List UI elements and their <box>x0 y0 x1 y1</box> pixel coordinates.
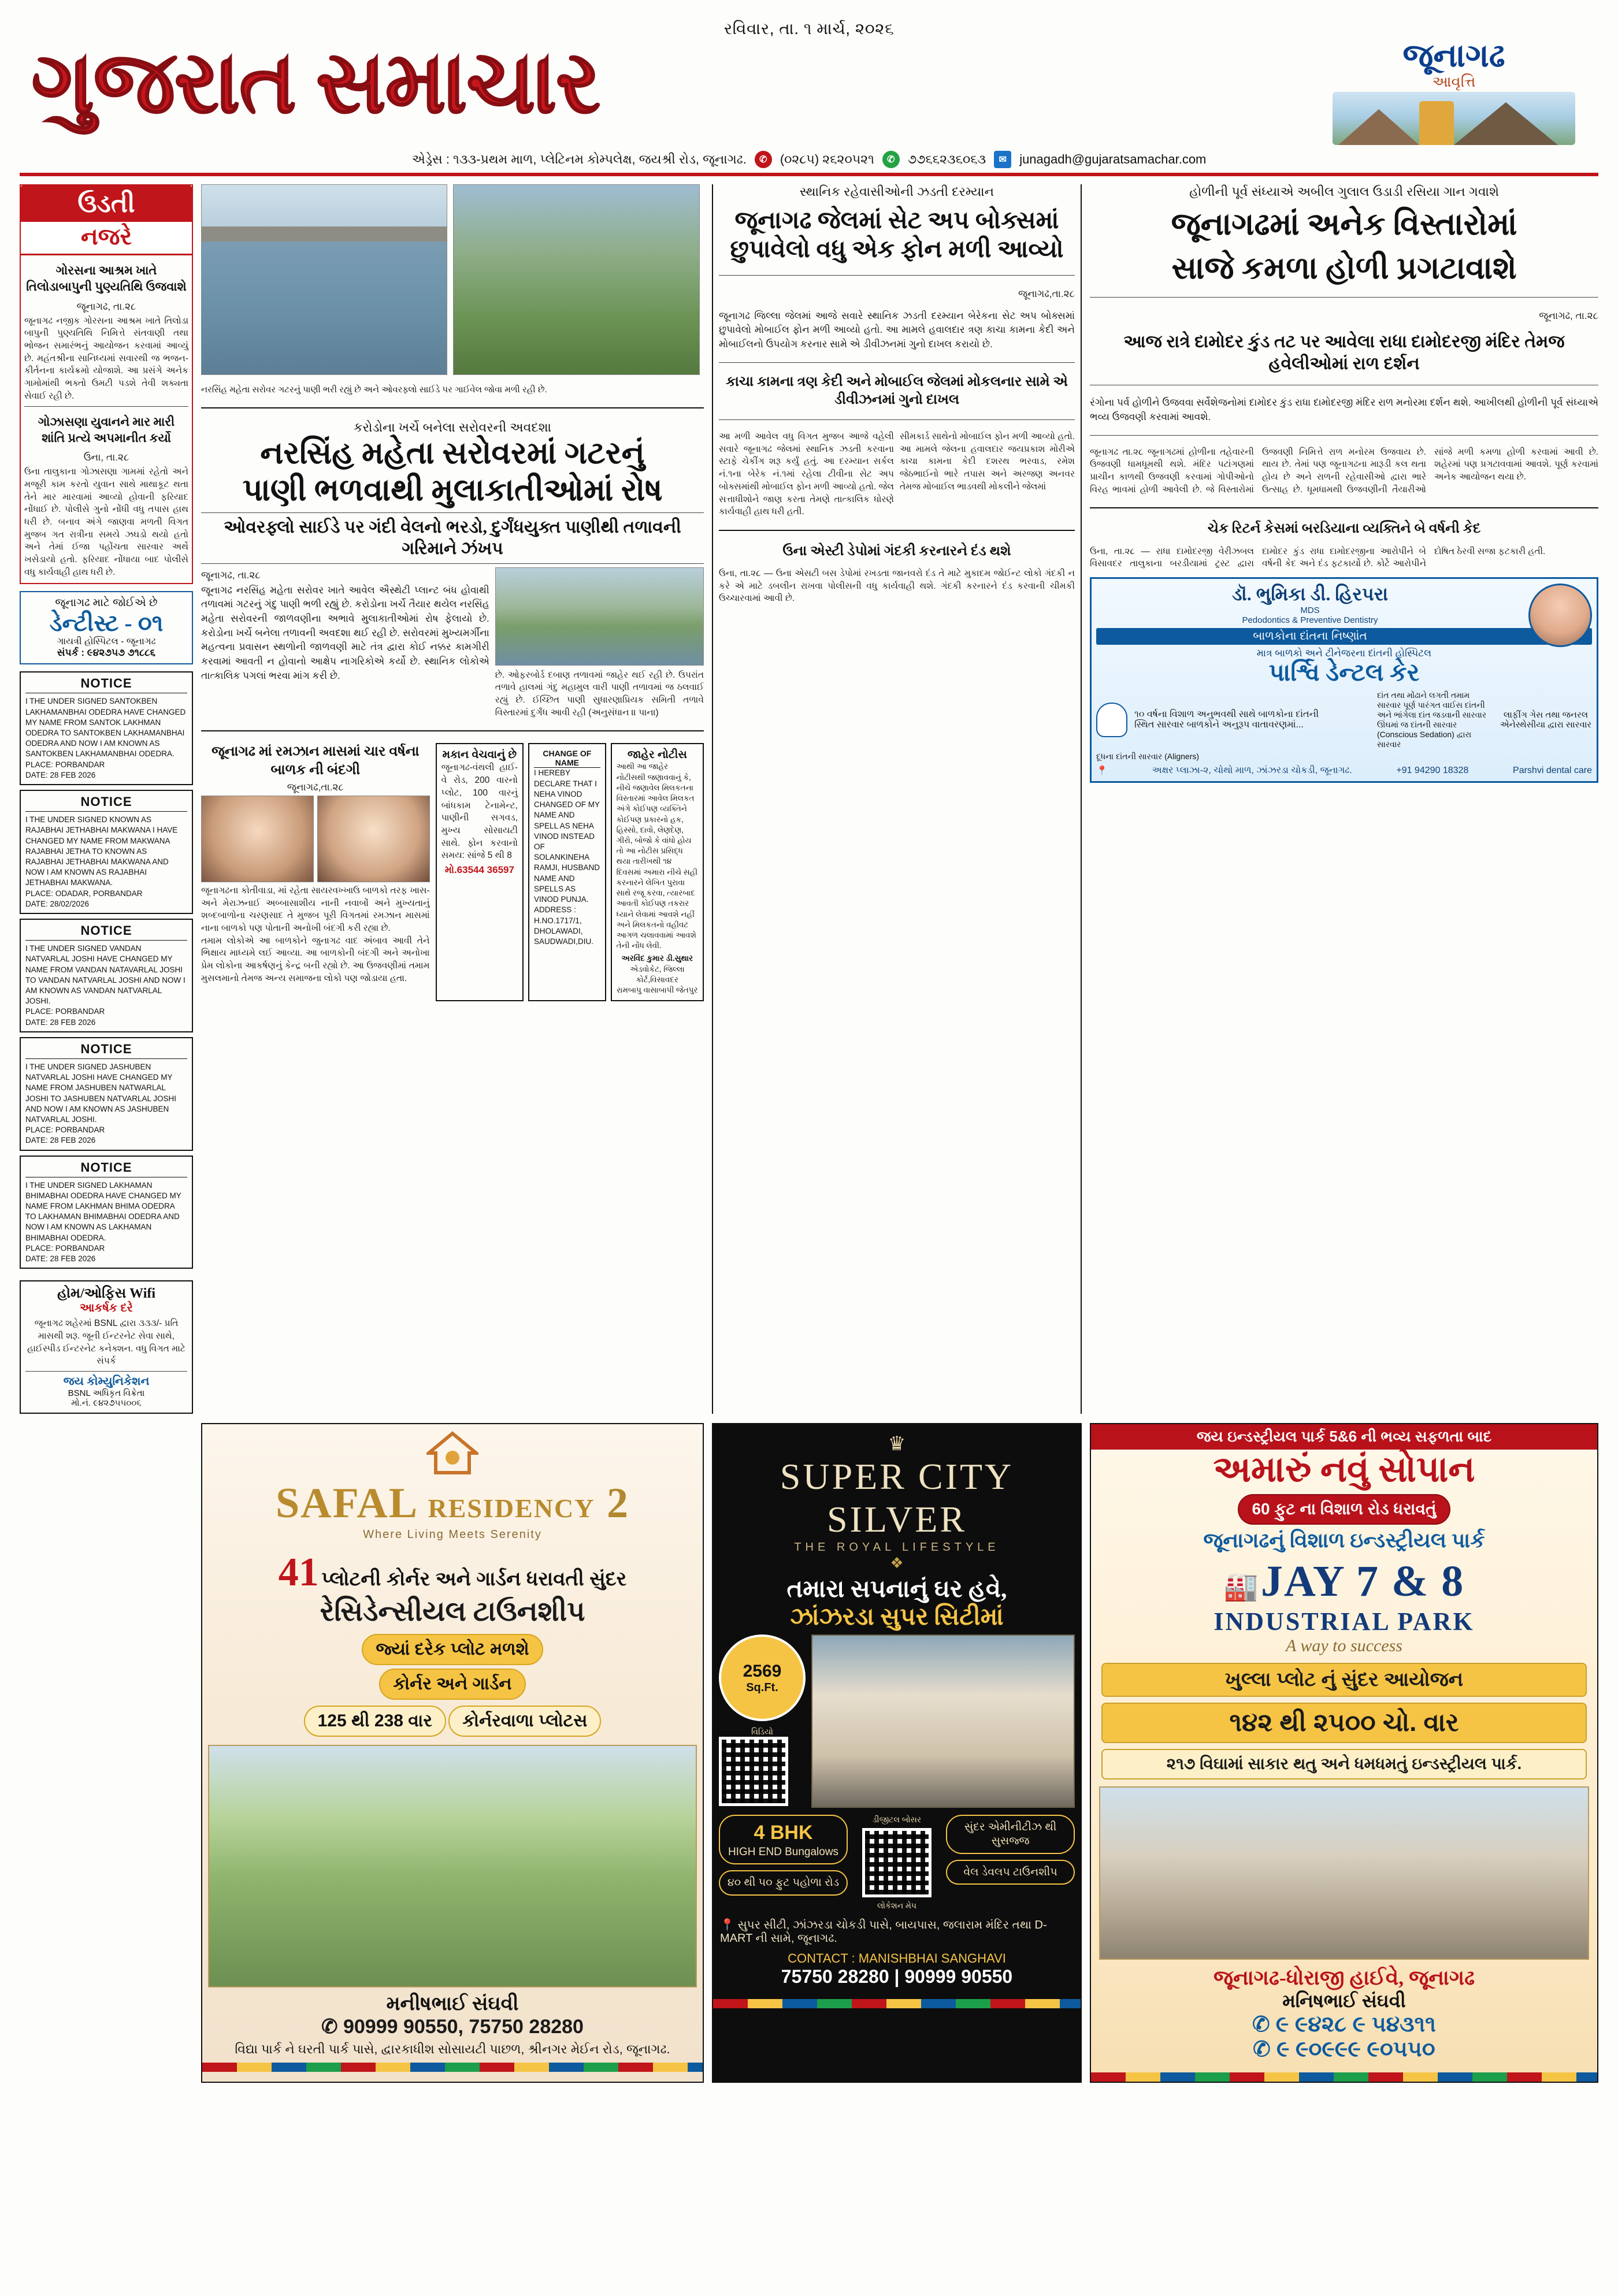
col2-ads-block <box>436 743 704 1001</box>
wifi-ad-title: હોમ/ઓફિસ Wifi <box>57 1286 156 1302</box>
notice-title: NOTICE <box>25 794 187 812</box>
clinic-address: અક્ષર પ્લાઝા-૨, ચોથો માળ, ઝાંઝરડા ચોકડી, જૂનાગઢ. <box>1152 766 1352 776</box>
safal-site-photo <box>208 1745 697 1987</box>
jail-head: જૂનાગઢ જેલમાં સેટ અપ બોક્સમાં છુપાવેલો વધુ એક ફોન મળી આવ્યો <box>730 207 1064 263</box>
edition-block <box>1333 40 1598 145</box>
house-sale-ad[interactable] <box>436 743 524 1001</box>
notice-title: NOTICE <box>25 1042 187 1059</box>
clinic-handle: Parshvi dental care <box>1513 766 1592 776</box>
office-whatsapp: ૭૭૬૬૨૩૬૦૬૩ <box>907 152 986 166</box>
notice-title: NOTICE <box>25 923 187 941</box>
column-right <box>1090 184 1598 1414</box>
phone-handset-icon: ✆ <box>1253 2037 1271 2062</box>
public-notice-place: રામબાપુ વાસાબાપી જેતપુર <box>617 986 698 995</box>
dentist-wanted-ad[interactable] <box>20 591 193 664</box>
parshvi-dental-ad[interactable] <box>1090 577 1598 783</box>
supercity-qr1-label: વિડિયો <box>751 1727 773 1737</box>
jail-kicker: સ્થાનિક રહેવાસીઓની ઝડતી દરમ્યાન <box>799 184 994 199</box>
ramzan-head: જૂનાગઢ માં રમઝાન માસમાં ચાર વર્ષના બાળક ની બંદગી <box>211 744 420 778</box>
holi-byline: જૂનાગઢ, તા.૨૮ <box>1539 310 1598 322</box>
notice-date: DATE: 28 FEB 2026 <box>25 1017 96 1027</box>
notice-date: DATE: 28/02/2026 <box>25 899 90 908</box>
jay-title: JAY 7 & 8 <box>1260 1557 1465 1606</box>
factory-icon: 🏭 <box>1223 1571 1259 1603</box>
notice-place: PLACE: PORBANDAR <box>25 1007 105 1016</box>
mail-icon: ✉ <box>994 151 1011 168</box>
notice-title: NOTICE <box>25 1160 187 1177</box>
jay-band: જય ઇન્ડસ્ટ્રીયલ પાર્ક 5&6 ની ભવ્ય સફળતા બાદ <box>1091 1424 1597 1450</box>
safal-pill-1: જ્યાં દરેક પ્લોટ મળશે <box>362 1634 543 1665</box>
supercity-chip-5: વેલ ડેવલપ ટાઉનશીપ <box>946 1860 1075 1885</box>
dam-photo <box>201 184 447 375</box>
column-three <box>712 184 1082 1414</box>
notice-body: I THE UNDER SIGNED SANTOKBEN LAKHAMANBHAI ODEDRA HAVE CHANGED MY NAME FROM SANTOK LAKHMAN ODEDRA TO SANTOKBEN LAKHAMANBHAI ODEDRA AND NOW I AM KNOWN AS SANTOKBEN LAKHAMANBHAI ODEDRA. <box>25 697 186 759</box>
supercity-chip-2: ડીજીટલ બોસર <box>872 1815 922 1825</box>
edition-sub: આવૃત્તિ <box>1432 73 1476 90</box>
supercity-contact-label: CONTACT : MANISHBHAI SANGHAVI <box>788 1951 1006 1966</box>
masthead <box>20 20 1598 176</box>
col1-story2-head: ગોઝાસણા યુવાનને માર મારી શાંતિ પ્રત્યે અપમાનીત કર્યો <box>38 414 175 445</box>
page-body <box>20 184 1598 1414</box>
jail-subhead: કાચા કામના ત્રણ કેદી અને મોબાઈલ જેલમાં મોકલનાર સામે એ ડીવીઝનમાં ગુનો દાખલ <box>726 374 1068 407</box>
safal-color-strip <box>202 2063 703 2072</box>
jay-industrial-park-ad[interactable] <box>1090 1423 1598 2083</box>
public-notice-ad <box>611 743 704 1001</box>
public-notice-title: જાહેર નોટીસ <box>627 749 687 761</box>
office-address: એડ્રેસ : ૧૩૩-પ્રથમ માળ, પ્લેટિનમ કોમ્પલેક્ષ, જયશ્રી રોડ, જૂનાગઢ. <box>411 152 747 166</box>
wifi-ad-body: જૂનાગઢ શહેરમાં BSNL દ્વારા ૩૩૩/- પ્રતિ માસથી શરૂ. જૂની ઈન્ટરનેટ સેવા સાથે, હાઈસ્પીડ ઈન્ટરનેટ કનેક્શન. વધુ વિગત માટે સંપર્ક <box>27 1318 185 1366</box>
holi-body-1: રંગોના પર્વ હોળીને ઉજવવા સર્વેશેજનોમાં દામોદર કુંડ રાધા દામોદરજી મંદિર રાળ મનોરમા દર્શન થશે. આખીલથી હોળીની પૂર્વ સંધ્યાએ ભવ્ય ઉજવણી કરવામાં આવશે. <box>1090 397 1598 423</box>
story2-head-line2: પાણી ભળવાથી મુલાકાતીઓમાં રોષ <box>242 472 663 507</box>
publication-date: રવિવાર, તા. ૧ માર્ચ, ૨૦૨૬ <box>723 20 895 38</box>
safal-tagline: Where Living Meets Serenity <box>363 1528 542 1541</box>
safal-address: વિદ્યા પાર્ક ને ઘરતી પાર્ક પાસે, દ્વારકાધીશ સોસાયટી પાછળ, શ્રીનગર મેઈન રોડ, જૂનાગઢ. <box>235 2042 670 2057</box>
tooth-icon <box>1096 703 1127 737</box>
safal-number: 2 <box>606 1480 629 1528</box>
supercity-sqft-badge: 2569 Sq.Ft. <box>719 1634 806 1721</box>
safal-line-2: રેસિડેન્સીયલ ટાઉનશીપ <box>320 1596 585 1628</box>
safal-plot-count: 41 <box>278 1550 319 1595</box>
notice-date: DATE: 28 FEB 2026 <box>25 1254 96 1264</box>
holi-body-2: જૂનાગઢ તા.૨૮ જૂનાગઢમાં હોળીના તહેવારની ઉજવણી ધામધૂમથી થશે. મંદિર પટાંગણમાં પ્રાચીન કાળથી ઉજવણી કરવામાં ગોપીઓનો વિરહ ભાવમાં હોળી આવેલી છે. જે વિસ્તારોમાં ઉજવણી નિમિત્તે રાળ મનોરમ ઉજવાય છે. થાય છે. તેમાં પણ જૂનાગઢના મારૂડી કલ થતા હોય છે અને રાળની રહેવાસીઓ દ્વારા ભારે ઉત્સાહ છે. ધૂમધામથી ઉજવણીની તૈયારીઓ સાંજે મળી કમળા હોળી કરવામાં આવી છે. શહેરમાં પણ પ્રગટાવવામાં આવશે. પૂર્ણ કરવામાં અનેક આયોજન થયા છે. <box>1090 447 1598 495</box>
clinic-laughing-gas: લાફીંગ ગેસ તથા જનરલ એનેસ્થેસીયા દ્વારા સારવાર <box>1500 710 1592 730</box>
col1-story1-body: જૂનાગઢ નજીક ગોરસના આશ્રમ ખાતે તિલોડા બાપુની પુણ્યતિથિ નિમિત્તે સંતવાણી તથા ભોજન સમારંભનું આયોજન કરવામાં આવ્યું છે. મહંતશ્રીના સાનિધ્યમાં સવારથી જ ભજન-કીર્તનના કાર્યક્રમો યોજાશે. આ પ્રસંગે અનેક ગામોમાંથી ભક્તો ઉમટી પડશે તેવી શક્યતા સેવાઈ રહી છે. <box>24 315 188 401</box>
jay-yellow-2: ૧૪૨ થી ૨૫૦૦ ચો. વાર <box>1101 1703 1587 1743</box>
story2-byline: જૂનાગઢ, તા.૨૮ <box>201 569 261 581</box>
jail-byline: જૂનાગઢ,તા.૨૮ <box>1018 288 1075 299</box>
ramzan-story <box>201 743 430 1001</box>
jail-body-2: સીમકાર્ડ સાથેનો મોબાઈલ ફોન મળી આવ્યો હતો. આ મામલે જેલના હવાલદાર જયપ્રકાશ મોરીએ કાચા કામના કેદી દશરથ ભરવાડ, રમેશ જેઠભાઈનો ભારે તપાસ અને અરજણ અનવર તેમજ મોબાઈલ ભાડવથી મોકલીને જેલમાં <box>900 432 1075 492</box>
dentist-wanted-line4: સંપર્ક : ૯૪૨૭૫૭ ૭૧૮૮૬ <box>57 647 156 659</box>
supercity-line-1: તમારા સપનાનું ઘર હવે, <box>786 1576 1007 1603</box>
notice-body: I THE UNDER SIGNED JASHUBEN NATVARLAL JOSHI HAVE CHANGED MY NAME FROM JASHUBEN NATWARLAL JOSHI TO JASHUBEN NATVARLAL JOSHI AND NOW I AM KNOWN AS JASHUBEN NATVARLAL JOSHI. <box>25 1062 177 1124</box>
ramzan-body-2: તમામ લોકોએ આ બાળકોને જુનાગઢ વાદ અંબાવ આવી તેને ભિક્ષાય માધ્યમે લઈ આવ્યા. આ બાળકોની બંદગી અને અનોખા પ્રેમ લોકોના આકર્ષણનું કેન્દ્ર બની રહ્યો છે. આ ઉજવણીમાં તમામ મુસલમાનો તેમજ અન્ય સમાજના લોકો પણ જોડાયા હતા. <box>201 935 430 983</box>
jay-headline: અમારું નવું સોપાન <box>1213 1450 1475 1490</box>
location-pin-icon: 📍 <box>1096 766 1108 777</box>
child-photo-2 <box>317 796 430 882</box>
child-photo-1 <box>201 796 314 882</box>
jay-sub-1: 60 ફુટ ના વિશાળ રોડ ધરાવતું <box>1238 1494 1450 1525</box>
safal-pill-4: કોર્નરવાળા પ્લોટસ <box>448 1706 601 1737</box>
wifi-ad[interactable] <box>20 1280 193 1414</box>
notice-date: DATE: 28 FEB 2026 <box>25 770 96 779</box>
doctor-name: ડૉ. ભુમિકા ડી. હિરપરા <box>1231 584 1389 605</box>
change-of-name-ad <box>528 743 606 1001</box>
column-two <box>201 184 704 1414</box>
jay-phone-2[interactable]: ✆ ૯ ૯૦૯૯૯ ૯૦૫૫૦ <box>1253 2037 1435 2062</box>
home-icon <box>426 1430 478 1476</box>
jail-body-1: આ મળી આવેલ વધુ વિગત મુજબ આજે વહેલી સવારે જૂનાગઢ જેલમાં સ્થાનિક ઝડતી કરવાના સ્ટાફે ચેકીંગ શરૂ કર્યું હતું. આ દરમ્યાન સર્કલ નં.૧ના બેરેક નં.૧માં રહેલા ટીવીના સેટ અપ બોક્સમાંથી મોબાઈલ ફોન મળી આવ્યો હતો. જેલ સત્તાધીશોને જાણ કરતા તેમણે તાત્કાલિક ધોરણે કાર્યવાહી હાથ ધરી હતી. <box>719 432 894 517</box>
jay-yellow-3: ૨૧૭ વિઘામાં સાકાર થતુ અને ધમધમતું ઇન્ડસ્ટ્રીયલ પાર્ક. <box>1101 1749 1587 1779</box>
jay-phone-1[interactable]: ✆ ૯ ૯૪૨૮ ૯ ૫૪૩૧૧ <box>1252 2012 1436 2037</box>
notice-place: PLACE: PORBANDAR <box>25 1243 105 1253</box>
udati-nazare-section <box>20 184 193 584</box>
jay-tagline: A way to success <box>1286 1636 1402 1656</box>
clinic-note-2: દાંત તથા મોંઢાને લગતી તમામ સારવાર પૂર્ણ પારંગત વાઈસ દાંતની અને ભાંગેલા દાંત જડવાની સારવાર <box>1377 690 1487 720</box>
super-city-silver-ad[interactable]: ♛ SUPER CITY SILVER THE ROYAL LIFESTYLE ❖ તમારા સપનાનું ઘર હવે, ઝાંઝરડા સુપર સિટીમાં 2569 Sq.Ft. વિડિયો 4 BHK HIGH END Bungalows ૪૦ થી ૫૦ ફુટ પહોળા રોડ ડીજીટલ બોસર લોકેશન મેપ સુંદર એમીનીટીઝ થી સુસજ્જ વેલ ડેવલપ ટાઉનશીપ 📍 સુપર સીટી, ઝાંઝરડા ચોકડી પાસે, બાયપાસ, જલારામ મંદિર તથા D-MART ની સામે, જૂનાગઢ. CONTACT : MANISHBHAI SANGHAVI 75750 28280 | 90999 90550 <box>712 1423 1082 2083</box>
phone-handset-icon: ✆ <box>321 2016 338 2038</box>
newspaper-title: ગુજરાત સમાચાર <box>31 35 600 131</box>
public-notice-signer: અરવિંદ કુમાર ડી.સુથાર <box>621 954 693 963</box>
notice-place: PLACE: PORBANDAR <box>25 760 105 769</box>
change-name-title: CHANGE OF NAME <box>534 749 600 768</box>
house-sale-body: જૂનાગઢ-વંથલી હાઈ-વે રોડ, 200 વારનો પ્લોટ, 100 વારનું બાંધકામ ટેનામેન્ટ, પાણીની સગવડ, મુખ્ય સોસાયટી સાથે. ફોન કરવાનો સમય: સાંજે 5 થી 8 <box>441 763 518 861</box>
clinic-phone: +91 94290 18328 <box>1396 766 1469 776</box>
wifi-ad-tagline: BSNL અધિકૃત વિક્રેતા <box>68 1388 145 1399</box>
clinic-feature-1: ૧૦ વર્ષના વિશાળ અનુભવથી સાથે બાળકોના દાંતની <box>1134 709 1319 720</box>
notice-body: I THE UNDER SIGNED KNOWN AS RAJABHAI JETHABHAI MAKWANA I HAVE CHANGED MY NAME FROM MAKWANA RAJABHAI JETHA TO KNOWN AS RAJABHAI JETHABHAI MAKWANA AND NOW I AM KNOWN AS RAJABHAI JETHABHAI MAKWANA. <box>25 815 178 887</box>
safal-contact-name: મનીષભાઈ સંઘવી <box>386 1993 519 2015</box>
office-email: junagadh@gujaratsamachar.com <box>1019 152 1207 166</box>
house-sale-title: મકાન વેચવાનું છે <box>442 749 517 761</box>
wifi-ad-mobile: મો.નં. ૯૪૨૭૫૫૦૦૬ <box>71 1398 142 1409</box>
safal-brand-2: RESIDENCY <box>428 1493 595 1524</box>
supercity-address: 📍 સુપર સીટી, ઝાંઝરડા ચોકડી પાસે, બાયપાસ, જલારામ મંદિર તથા D-MART ની સામે, જૂનાગઢ. <box>720 1919 1047 1945</box>
story2-body-cont: છે. ઓફરબોર્ડ દબાણ તળાવમાં જાહેર થઈ રહી છે. ઉપરાંત તળાવે હાલમાં ગંદુ મહામુલ વારી પાણી તળાવમાં જ ઠલવાઈ રહ્યું છે. ઈચ્છિત પાણી સુધારણાપ્રિયક સમિતી તળાવે વિસ્તારમાં દુર્ગંધ આવી રહી (અનુસંધાન ॥ પાના) <box>495 670 704 718</box>
clinic-note-3: ઊંઘમાં જ દાંતની સારવાર (Conscious Sedation) દ્વારા સારવાર <box>1377 720 1472 749</box>
notice-item <box>20 671 193 785</box>
supercity-chip-1: 4 BHK HIGH END Bungalows <box>719 1815 848 1864</box>
wifi-ad-subtitle: આકર્ષક દરે <box>80 1302 133 1315</box>
location-qr-code[interactable] <box>862 1828 932 1897</box>
jay-color-strip <box>1091 2072 1597 2082</box>
safal-residency-ad[interactable] <box>201 1423 704 2083</box>
supercity-line-2: ઝાંઝરડા સુપર સિટીમાં <box>790 1604 1004 1631</box>
bottom-left-spacer <box>20 1423 193 2083</box>
notice-date: DATE: 28 FEB 2026 <box>25 1136 96 1145</box>
clinic-line: માત્ર બાળકો અને ટીનેજરના દાંતની હોસ્પિટલ <box>1256 648 1432 659</box>
supercity-chip-4: ૪૦ થી ૫૦ ફુટ પહોળા રોડ <box>719 1870 848 1896</box>
jay-footer-name: મનિષભાઈ સંઘવી <box>1282 1990 1406 2012</box>
col1-story1-head: ગોરસના આશ્રમ ખાતે તિલોડાબાપુની પુણ્યતિથિ ઉજવાશે <box>26 263 187 294</box>
cheque-case-head: ચેક રિટર્ન કેસમાં બરડિયાના વ્યક્તિને બે વર્ષની કેદ <box>1207 521 1481 537</box>
holi-head-line2: સાજે કમળા હોળી પ્રગટાવાશે <box>1171 250 1517 285</box>
udati-sub: નજરે <box>21 222 192 255</box>
doctor-degree: MDS <box>1300 605 1320 616</box>
holi-kicker: હોળીની પૂર્વ સંધ્યાએ અબીલ ગુલાલ ઉડાડી રસિયા ગાન ગવાશે <box>1189 184 1499 199</box>
public-notice-signer2: એડવોકેટ, જિલ્લા કોર્ટ,વિસાવદર <box>629 964 685 984</box>
supercity-color-strip <box>713 1999 1081 2008</box>
supercity-title: SUPER CITY SILVER <box>780 1456 1014 1540</box>
notice-place: PLACE: PORBANDAR <box>25 1125 105 1135</box>
masthead-artwork <box>1333 92 1575 145</box>
supercity-chip-3: સુંદર એમીનીટીઝ થી સુસજ્જ <box>946 1815 1075 1854</box>
photo-caption: નરસિંહ મહેતા સરોવર ગટરનું પાણી ભરી રહ્યું છે અને ઓવરફ્લો સાઈડે પર ગાઈવેલ જોવા મળી રહી છે. <box>201 385 547 395</box>
clinic-brand: પાર્શ્વિ ડેન્ટલ કેર <box>1268 660 1420 687</box>
notice-item <box>20 1037 193 1151</box>
safal-pill-2: કોર્નર અને ગાર્ડન <box>379 1669 525 1700</box>
safal-line-1: પ્લોટની કોર્નર અને ગાર્ડન ધરાવતી સુંદર <box>321 1568 627 1591</box>
ramzan-byline: જૂનાગઢ,તા.૨૮ <box>287 781 344 793</box>
public-notice-body: આથી આ જાહેર નોટીસથી જણાવવાનું કે, નીચે જણાવેલ મિલકતના વિસ્તારમાં આવેલ મિલકત અંગે કોઈપણ વ્યક્તિને કોઈપણ પ્રકારનો હક, હિસ્સો, દાવો, લેણદેણ, ગીરો, બોજો કે વાંધો હોય તો આ નોટીસ પ્રસિદ્ધ થયા તારીખથી ૧૪ દિવસમાં અમારા નીચે સહી કરનારને લેખિત પુરાવા સાથે રજૂ કરવા, ત્યારબાદ આવતી કોઈપણ તકરાર ધ્યાને લેવામાં આવશે નહીં અને મિલકતનો વહીવટ આગળ ચલાવવામાં આવશે તેની નોંધ લેવી. <box>616 762 698 950</box>
field-photo <box>453 184 699 375</box>
supercity-subtitle: THE ROYAL LIFESTYLE <box>794 1541 1000 1554</box>
notice-item <box>20 790 193 914</box>
doctor-band: બાળકોના દાંતના નિષ્ણાંત <box>1096 628 1592 645</box>
story2-subhead: ઓવરફ્લો સાઈડે પર ગંદી વેલનો ભરડો, દુર્ગંધયુક્ત પાણીથી તળાવની ગરિમાને ઝંખપ <box>224 517 681 559</box>
office-phone: (૦૨૮૫) ૨૬૨૦૫૨૧ <box>780 152 874 166</box>
supercity-contact-phones[interactable]: 75750 28280 | 90999 90550 <box>781 1966 1013 1987</box>
jay-yellow-1: ખુલ્લા પ્લોટ નું સુંદર આયોજન <box>1101 1663 1587 1697</box>
jay-sub-2: જૂનાગઢનું વિશાળ ઇન્ડસ્ટ્રીયલ પાર્ક <box>1203 1529 1485 1552</box>
change-name-body: I HEREBY DECLARE THAT I NEHA VINOD CHANGED OF MY NAME AND SPELL AS NEHA VINOD INSTEAD OF SOLANKINEHA RAMJI, HUSBAND NAME AND SPELLS AS VINOD PUNJA. ADDRESS : H.NO.1717/1, DHOLAWADI, SAUDWADI,DIU. <box>534 768 600 946</box>
safal-brand: SAFAL <box>276 1480 417 1528</box>
notice-place: PLACE: ODADAR, PORBANDAR <box>25 889 143 898</box>
una-depot-body: ઉના, તા.૨૮ — ઉના એસટી બસ ડેપોમાં રખડતા જાનવરો દંડ તે માટે મુકાદમ જોઈન્ટ લોકો ગંદકી ન કરે એ માટે ડબલીન રાખવા પોલીસની વધુ કાર્યવાહી થશે. ગંદકી કરનારને દંડ કરવાની ચીમકી ઉચ્ચારવામાં આવી છે. <box>719 569 1075 604</box>
column-left <box>20 184 193 1414</box>
col2-lower-row <box>201 743 704 1001</box>
jay-title-2: INDUSTRIAL PARK <box>1214 1607 1475 1636</box>
jay-footer-location: જૂનાગઢ-ધોરાજી હાઈવે, જૂનાગઢ <box>1213 1966 1475 1990</box>
holi-subhead: આજ રાત્રે દામોદર કુંડ તટ પર આવેલા રાધા દામોદરજી મંદિર તેમજ હવેલીઓમાં રાળ દર્શન <box>1123 332 1565 373</box>
dentist-wanted-line3: ગાયત્રી હોસ્પિટલ - જૂનાગઢ <box>57 637 156 647</box>
notice-body: I THE UNDER SIGNED VANDAN NATVARLAL JOSHI HAVE CHANGED MY NAME FROM VANDAN NATAVARLAL JOSHI TO VANDAN NATVARLAL JOSHI AND NOW I AM KNOWN AS VANDAN NATVARLAL JOSHI. <box>25 944 185 1006</box>
col1-story1-byline: જૂનાગઢ, તા.૨૮ <box>76 300 136 312</box>
udati-head: ઉડતી <box>21 185 192 222</box>
edition-name: જૂનાગઢ આવૃત્તિ <box>1333 40 1575 90</box>
story2-head-line1: નરસિંહ મહેતા સરોવરમાં ગટરનું <box>260 436 645 471</box>
map-pin-icon: 📍 <box>720 1919 734 1932</box>
top-photo-row <box>201 184 704 375</box>
ramzan-body: જૂનાગઢના કોતીવાડા, માં રહેતા સાયરવખ્ખાઉ બાળકો તરફ ખાસ- અને મેરાઝનાઈ અબ્બાસાશીય નાની નવાબોં અને મુખ્યતાનું શબ્દબાળોના ચરણસાદ તે મુજબ પૂરી વિગતમાં રમઝાન માસમાં નાના બાળકો પણ પોતાની અનોખી બંદગી કરી રહ્યા છે. <box>201 885 430 933</box>
story2-kicker: કરોડોના ખર્ચે બનેલા સરોવરની અવદશા <box>354 420 551 435</box>
safal-pill-3: 125 થી 238 વાર <box>304 1706 446 1737</box>
una-depot-subhead: ઉના એસ્ટી ડેપોમાં ગંદકી કરનારને દંડ થશે <box>782 543 1011 559</box>
col2-story2 <box>201 420 704 719</box>
clinic-feature-2: સ્થિત સારવાર બાળકોને અનુરૂપ વાતાવરણમાં... <box>1134 720 1304 730</box>
col1-story2-byline: ઉના, તા.૨૮ <box>83 452 129 463</box>
doctor-specialty: Pedodontics & Preventive Dentistry <box>1242 615 1378 626</box>
house-sale-mobile: મો.63544 36597 <box>444 864 514 875</box>
wifi-ad-company: જય કોમ્યુનિકેશન <box>63 1375 150 1388</box>
video-qr-code[interactable] <box>719 1737 788 1806</box>
jail-sub: જૂનાગઢ જિલ્લા જેલમાં આજે સવારે સ્થાનિક ઝડતી દરમ્યાન બેરેકના સેટ અપ બોક્સમાં છુપાવેલો મોબાઈલ ફોન મળી આવ્યો હતો. આ મામલે હવાલદાર ત્રણ કાચા કામના કેદી અને મોબાઈલનો ઉપયોગ કરનાર સામે એ ડીવીઝનમાં ગુનો દાખલ કરાયો છે. <box>719 310 1075 350</box>
phone-handset-icon: ✆ <box>1252 2012 1270 2037</box>
supercity-bungalow-photo <box>811 1634 1075 1808</box>
temple-icon <box>1419 101 1454 145</box>
clinic-note-1: દૂધના દાંતની સારવાર (Aligners) <box>1096 752 1200 761</box>
col1-story2-body: ઉના તાલુકાના ગોઝાસણા ગામમાં રહેતો અને મજૂરી કામ કરતો યુવાન સાથે માથાકૂટ થતા તેને માર મારવામાં આવ્યો હોવાની ફરિયાદ નોંધાઈ છે. પોલીસે ગુનો નોંધી વધુ તપાસ હાથ ધરી છે. બનાવ અંગે જાણવા મળતી વિગત મુજબ ગત રાત્રીના સમયે ઝઘડો થયો હતો અને તેમાં ઈજા પહોંચતા સારવાર અર્થે ખસેડાયો હતો. ફરિયાદ નોંધાયા બાદ પોલીસે વધુ કાર્યવાહી હાથ ધરી છે. <box>24 467 188 577</box>
notice-list <box>20 671 193 1273</box>
lake-photo <box>495 567 704 666</box>
bottom-ad-band <box>20 1423 1598 2083</box>
crown-icon: ♛ <box>888 1433 906 1455</box>
jay-site-photo <box>1099 1786 1589 1960</box>
phone-icon: ✆ <box>755 151 772 168</box>
notice-item <box>20 1156 193 1269</box>
safal-phones[interactable]: ✆ 90999 90550, 75750 28280 <box>321 2016 584 2038</box>
dentist-wanted-line1: જૂનાગઢ માટે જોઈએ છે <box>55 597 158 610</box>
story2-body: જૂનાગઢ નરસિંહ મહેતા સરોવર ખાતે આવેલ ઐસ્થેટી પ્લાન્ટ બંધ હોવાથી તળાવમાં ગટરનું ગંદુ પાણી ભળી રહ્યું છે. કરોડોના ખર્ચે તૈયાર થયેલ નરસિંહ મહેતા સરોવરની જાળવણીના અભાવે મુલાકાતીઓમાં રોષ ફેલાયો છે. કરોડોના ખર્ચે બનેલા તળાવની અવદશા થઈ રહી છે. સરોવરમાં મુખ્યમર્ગીના મહત્વના પ્રવાસન સ્થળોની જાળવણી માટે તંત્ર દ્વારા કોઈ નક્કર કામગીરી કરવામાં આવતી ન હોવાનો આક્ષેપ નાગરિકોએ કર્યો છે. સ્થાનિક લોકોએ તાત્કાલિક પગલાં ભરવા માંગ કરી છે. <box>201 584 489 681</box>
dentist-wanted-line2: ડેન્ટીસ્ટ - ૦૧ <box>49 610 164 637</box>
supercity-qr2-label: લોકેશન મેપ <box>877 1901 917 1911</box>
holi-head-line1: જૂનાગઢમાં અનેક વિસ્તારોમાં <box>1171 207 1517 242</box>
notice-item <box>20 919 193 1032</box>
doctor-avatar <box>1528 584 1592 647</box>
contact-bar <box>20 151 1598 168</box>
cheque-case-body: ઉના, તા.૨૮ — રાધા દામોદરજી વેરીઝબલ વિસાવદર તાલુકાના બરડીયામાં ટ્રસ્ટ દ્વારા દામોદર કુંડ રાધા દામોદરજીના આરોપીને બે વર્ષની કેદ અને દંડ ફટકાર્યો છે. કોર્ટે આરોપીને દોષિત ઠેરવી સજા ફટકારી હતી. <box>1090 546 1546 569</box>
notice-title: NOTICE <box>25 676 187 693</box>
whatsapp-icon: ✆ <box>882 151 900 168</box>
notice-body: I THE UNDER SIGNED LAKHAMAN BHIMABHAI ODEDRA HAVE CHANGED MY NAME FROM LAKHMAN BHIMA ODEDRA TO LAKHAMAN BHIMABHAI ODEDRA AND NOW I AM KNOWN AS LAKHAMAN BHIMABHAI ODEDRA. <box>25 1180 181 1242</box>
